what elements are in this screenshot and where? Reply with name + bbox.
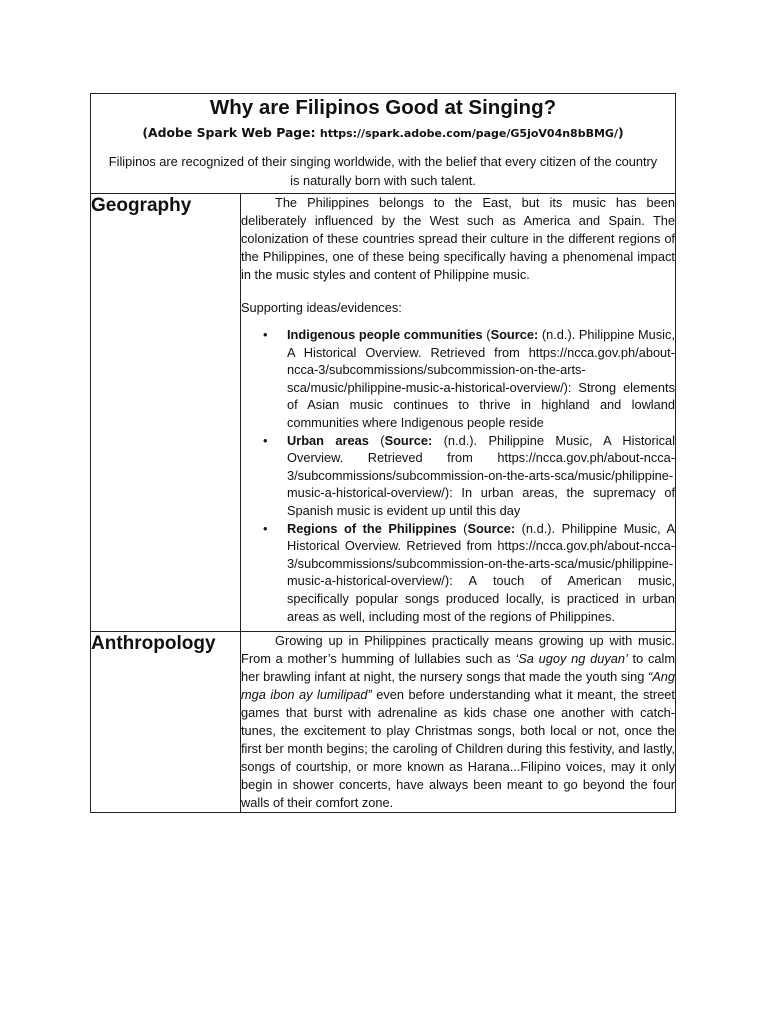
evidence-topic: Indigenous people communities — [287, 327, 483, 342]
header-cell — [91, 94, 676, 194]
source-label: Source: — [467, 520, 516, 536]
anthropology-row — [91, 632, 676, 813]
song-title-1: ‘Sa ugoy ng duyan’ — [515, 651, 628, 667]
header-row — [91, 94, 676, 194]
evidence-list — [241, 326, 675, 625]
paren: ( — [368, 432, 385, 448]
geography-paragraph — [241, 194, 675, 284]
song-title-2: “Ang mga ibon ay lumilipad” — [241, 669, 675, 703]
bullet-icon: • — [263, 520, 268, 536]
geography-row — [91, 194, 676, 632]
document-table — [90, 93, 676, 813]
anthropology-paragraph — [241, 632, 675, 812]
bullet-icon: • — [263, 327, 268, 342]
geography-body — [241, 194, 676, 632]
paren: ( — [482, 327, 491, 342]
anthropology-label: Anthropology — [91, 632, 241, 813]
source-prefix: (Adobe Spark Web Page: — [142, 125, 320, 140]
anthropology-text-2: to calm her brawling infant at night, the nursery songs that made the youth sing — [241, 651, 675, 685]
geography-label: Geography — [91, 194, 241, 632]
anthropology-text-1: Growing up in Philippines practically means growing up with music. From a mother’s humming of lullabies such as — [241, 633, 675, 667]
paren: ( — [456, 520, 468, 536]
anthropology-body — [241, 632, 676, 813]
source-label: Source: — [384, 432, 433, 448]
evidence-topic: Urban areas — [287, 432, 369, 448]
evidence-topic: Regions of the Philippines — [287, 520, 457, 536]
evidence-citation: (n.d.). Philippine Music, A Historical Overview. Retrieved from https://ncca.gov.ph/about-ncca-3/subcommissions/subcommission-on-the-arts-sca/music/philippine-music-a-historical-overview/): In urban areas, the supremacy of Spanish music is evident up until this day — [287, 432, 675, 518]
bullet-icon: • — [263, 432, 268, 448]
supporting-label: Supporting ideas/evidences: — [241, 300, 402, 315]
page-title: Why are Filipinos Good at Singing? — [209, 96, 557, 119]
list-item — [241, 326, 675, 432]
list-item — [241, 432, 675, 520]
source-url: https://spark.adobe.com/page/G5joV04n8bBMG/ — [319, 127, 618, 140]
source-suffix: ) — [617, 125, 624, 140]
source-label: Source: — [490, 327, 539, 342]
source-line — [91, 123, 675, 143]
anthropology-text-3: even before understanding what it meant, the street games that burst with adrenaline as kids chase one another with catch-tunes, the excitement to play Christmas songs, both local or not, once the first ber month begins; the caroling of Children during this festivity, and lastly, songs of courtship, or more known as Harana...Filipino voices, may it only begin in shower concerts, have always been meant to go beyond the four walls of their comfort zone. — [241, 687, 675, 811]
evidence-citation: (n.d.). Philippine Music, A Historical Overview. Retrieved from https://ncca.gov.ph/about-ncca-3/subcommissions/subcommission-on-the-arts-sca/music/philippine-music-a-historical-overview/): Strong elements of Asian music continues to thrive in highland and lowland communities where Indigenous people reside — [287, 327, 675, 430]
geography-paragraph-text: The Philippines belongs to the East, but its music has been deliberately influenced by the West such as America and Spain. The colonization of these countries spread their culture in the different regions of the Philippines, one of these being specifically having a phenomenal impact in the music styles and content of Philippine music. — [241, 195, 675, 282]
evidence-citation: (n.d.). Philippine Music, A Historical Overview. Retrieved from https://ncca.gov.ph/about-ncca-3/subcommissions/subcommission-on-the-arts-sca/music/philippine-music-a-historical-overview/): A touch of American music, specifically popular songs produced locally, is practiced in urban areas as well, including most of the regions of Philippines. — [287, 520, 675, 624]
list-item — [241, 520, 675, 626]
intro-text: Filipinos are recognized of their singing worldwide, with the belief that every citizen of the country is naturally born with such talent. — [108, 154, 658, 188]
